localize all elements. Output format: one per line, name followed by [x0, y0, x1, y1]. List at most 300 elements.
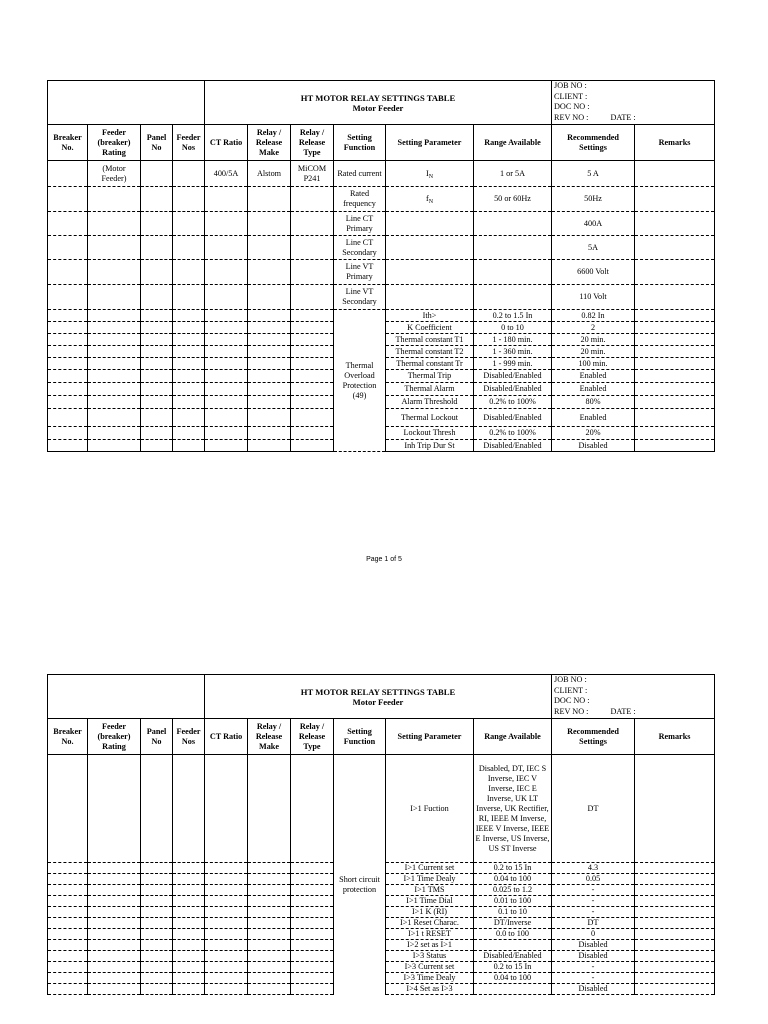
cell	[88, 383, 141, 396]
remarks-cell	[635, 907, 715, 918]
range-cell: Disabled/Enabled	[474, 440, 552, 452]
range-cell: 0.0 to 100	[474, 929, 552, 940]
remarks-cell	[635, 427, 715, 440]
function-cell-blank	[334, 755, 386, 863]
cell	[291, 187, 334, 212]
cell	[141, 187, 173, 212]
range-cell: 0.1 to 10	[474, 907, 552, 918]
range-cell: 1 - 180 min.	[474, 334, 552, 346]
page-number: Page 1 of 5	[366, 556, 402, 563]
cell	[248, 962, 291, 973]
col-remarks: Remarks	[635, 719, 715, 755]
cell	[88, 370, 141, 383]
document-info-block	[552, 675, 715, 719]
cell	[291, 951, 334, 962]
cell	[88, 929, 141, 940]
col-panel-no: Panel No	[141, 719, 173, 755]
cell	[88, 885, 141, 896]
cell	[141, 396, 173, 409]
cell	[248, 370, 291, 383]
cell	[291, 310, 334, 322]
range-cell	[474, 285, 552, 310]
doc-no: DOC NO :	[554, 102, 590, 112]
cell	[88, 396, 141, 409]
cell	[291, 358, 334, 370]
function-cell: Line CT Secondary	[334, 236, 386, 260]
rev-date-line	[554, 707, 714, 718]
cell	[141, 346, 173, 358]
table-row	[48, 260, 715, 285]
parameter-cell: I>1 Time Dial	[386, 896, 474, 907]
cell	[248, 396, 291, 409]
cell	[205, 951, 248, 962]
col-setting-parameter: Setting Parameter	[386, 125, 474, 161]
function-cell: Line CT Primary	[334, 212, 386, 236]
cell	[141, 358, 173, 370]
table-title: HT MOTOR RELAY SETTINGS TABLE	[300, 92, 456, 103]
remarks-cell	[635, 212, 715, 236]
cell	[205, 212, 248, 236]
cell	[248, 187, 291, 212]
cell	[248, 940, 291, 951]
cell	[291, 440, 334, 452]
cell	[48, 358, 88, 370]
remarks-cell	[635, 874, 715, 885]
cell	[141, 383, 173, 396]
cell	[205, 440, 248, 452]
cell	[88, 755, 141, 863]
short-circuit-function-cell: Short circuit protection	[334, 863, 386, 995]
recommended-cell: 0.82 In	[552, 310, 635, 322]
recommended-cell: 0.05	[552, 874, 635, 885]
range-cell	[474, 260, 552, 285]
cell	[48, 310, 88, 322]
function-cell: Rated current	[334, 161, 386, 187]
relay-type-cell: MiCOM P241	[291, 161, 334, 187]
col-setting-parameter: Setting Parameter	[386, 719, 474, 755]
remarks-cell	[635, 863, 715, 874]
range-cell: 0.01 to 100	[474, 896, 552, 907]
recommended-cell: 5A	[552, 236, 635, 260]
cell	[291, 929, 334, 940]
cell	[88, 896, 141, 907]
col-remarks: Remarks	[635, 125, 715, 161]
cell	[291, 396, 334, 409]
parameter-cell: I>1 Time Dealy	[386, 874, 474, 885]
col-breaker-no: Breaker No.	[48, 125, 88, 161]
col-feeder-rating: Feeder (breaker) Rating	[88, 719, 141, 755]
remarks-cell	[635, 885, 715, 896]
col-breaker-no: Breaker No.	[48, 719, 88, 755]
recommended-cell: Disabled	[552, 440, 635, 452]
remarks-cell	[635, 370, 715, 383]
cell	[291, 863, 334, 874]
cell	[173, 409, 205, 427]
cell	[173, 396, 205, 409]
cell	[48, 236, 88, 260]
title-row	[48, 675, 715, 719]
remarks-cell	[635, 346, 715, 358]
cell	[141, 236, 173, 260]
cell	[88, 285, 141, 310]
cell	[141, 427, 173, 440]
cell	[88, 346, 141, 358]
cell	[88, 918, 141, 929]
range-cell: Disabled, DT, IEC S Inverse, IEC V Inverse, IEC E Inverse, UK LT Inverse, UK Rectifier, RI, IEEE M Inverse, IEEE V Inverse, IEEE E Inverse, US Inverse, US ST Inverse	[474, 755, 552, 863]
remarks-cell	[635, 236, 715, 260]
range-cell: Disabled/Enabled	[474, 383, 552, 396]
cell	[205, 863, 248, 874]
table-subtitle: Motor Feeder	[352, 102, 404, 113]
cell	[291, 896, 334, 907]
cell	[88, 260, 141, 285]
range-cell: 1 - 360 min.	[474, 346, 552, 358]
range-cell: 1 - 999 min.	[474, 358, 552, 370]
cell	[48, 260, 88, 285]
table-row	[48, 161, 715, 187]
col-recommended: Recommended Settings	[552, 719, 635, 755]
function-cell: Line VT Primary	[334, 260, 386, 285]
cell	[48, 962, 88, 973]
range-cell: Disabled/Enabled	[474, 370, 552, 383]
cell	[248, 427, 291, 440]
cell	[173, 929, 205, 940]
range-cell: 0.2 to 1.5 In	[474, 310, 552, 322]
cell	[173, 212, 205, 236]
cell	[88, 907, 141, 918]
cell	[173, 427, 205, 440]
cell	[48, 863, 88, 874]
remarks-cell	[635, 951, 715, 962]
table-row	[48, 755, 715, 863]
recommended-cell: -	[552, 962, 635, 973]
cell	[88, 973, 141, 984]
cell	[48, 409, 88, 427]
cell	[205, 383, 248, 396]
cell	[248, 440, 291, 452]
col-relay-make: Relay / Release Make	[248, 719, 291, 755]
cell	[141, 940, 173, 951]
cell	[291, 885, 334, 896]
parameter-cell	[386, 260, 474, 285]
cell	[141, 962, 173, 973]
cell	[248, 236, 291, 260]
cell	[248, 285, 291, 310]
cell	[173, 440, 205, 452]
cell	[173, 984, 205, 995]
cell	[205, 236, 248, 260]
col-relay-type: Relay / Release Type	[291, 719, 334, 755]
cell	[48, 370, 88, 383]
cell	[88, 874, 141, 885]
recommended-cell: DT	[552, 918, 635, 929]
recommended-cell: 6600 Volt	[552, 260, 635, 285]
remarks-cell	[635, 260, 715, 285]
cell	[88, 322, 141, 334]
recommended-cell: 2	[552, 322, 635, 334]
range-cell: 0.025 to 1.2	[474, 885, 552, 896]
range-cell: 0.2 to 15 In	[474, 863, 552, 874]
col-feeder-nos: Feeder Nos	[173, 125, 205, 161]
cell	[48, 973, 88, 984]
cell	[88, 962, 141, 973]
cell	[173, 973, 205, 984]
parameter-cell: Alarm Threshold	[386, 396, 474, 409]
cell	[205, 310, 248, 322]
cell	[291, 322, 334, 334]
cell	[88, 358, 141, 370]
cell	[173, 310, 205, 322]
cell	[48, 285, 88, 310]
cell	[141, 874, 173, 885]
cell	[248, 334, 291, 346]
parameter-cell: I>1 Current set	[386, 863, 474, 874]
cell	[248, 907, 291, 918]
recommended-cell: 400A	[552, 212, 635, 236]
title-blank-cell	[48, 81, 205, 125]
parameter-cell: I>1 Fuction	[386, 755, 474, 863]
cell	[48, 346, 88, 358]
recommended-cell: 20%	[552, 427, 635, 440]
cell	[88, 951, 141, 962]
cell	[141, 951, 173, 962]
cell	[173, 370, 205, 383]
cell	[205, 322, 248, 334]
cell	[48, 396, 88, 409]
remarks-cell	[635, 929, 715, 940]
cell	[173, 285, 205, 310]
cell	[141, 212, 173, 236]
table-row	[48, 187, 715, 212]
job-no: JOB NO :	[554, 675, 587, 684]
range-cell: DT/Inverse	[474, 918, 552, 929]
col-feeder-rating: Feeder (breaker) Rating	[88, 125, 141, 161]
remarks-cell	[635, 285, 715, 310]
parameter-cell: Inh Trip Dur St	[386, 440, 474, 452]
cell	[173, 322, 205, 334]
cell	[141, 310, 173, 322]
range-cell: Disabled/Enabled	[474, 951, 552, 962]
table-subtitle: Motor Feeder	[352, 696, 404, 707]
date: DATE :	[610, 706, 636, 716]
recommended-cell: 20 min.	[552, 334, 635, 346]
cell	[48, 755, 88, 863]
cell	[205, 334, 248, 346]
cell	[248, 212, 291, 236]
remarks-cell	[635, 310, 715, 322]
remarks-cell	[635, 973, 715, 984]
col-ct-ratio: CT Ratio	[205, 125, 248, 161]
cell	[141, 896, 173, 907]
cell	[141, 440, 173, 452]
relay-settings-table	[47, 80, 715, 452]
cell	[88, 984, 141, 995]
parameter-cell: I>2 set as I>1	[386, 940, 474, 951]
column-header-row	[48, 719, 715, 755]
cell	[248, 310, 291, 322]
cell	[48, 383, 88, 396]
cell	[173, 907, 205, 918]
cell	[291, 236, 334, 260]
cell	[205, 409, 248, 427]
cell	[205, 427, 248, 440]
col-panel-no: Panel No	[141, 125, 173, 161]
parameter-cell: I>1 t RESET	[386, 929, 474, 940]
recommended-cell: -	[552, 973, 635, 984]
cell	[88, 212, 141, 236]
cell	[205, 973, 248, 984]
range-cell: Disabled/Enabled	[474, 409, 552, 427]
parameter-cell: I>4 Set as I>3	[386, 984, 474, 995]
cell	[291, 984, 334, 995]
col-feeder-nos: Feeder Nos	[173, 719, 205, 755]
cell	[248, 409, 291, 427]
remarks-cell	[635, 896, 715, 907]
cell	[291, 874, 334, 885]
cell	[48, 984, 88, 995]
cell	[291, 383, 334, 396]
cell	[291, 973, 334, 984]
recommended-cell: Enabled	[552, 409, 635, 427]
cell	[205, 896, 248, 907]
remarks-cell	[635, 358, 715, 370]
function-cell: Rated frequency	[334, 187, 386, 212]
recommended-cell: 110 Volt	[552, 285, 635, 310]
cell	[173, 951, 205, 962]
parameter-cell: I>1 TMS	[386, 885, 474, 896]
parameter-cell: Lockout Thresh	[386, 427, 474, 440]
column-header-row	[48, 125, 715, 161]
rev-date-line	[554, 113, 714, 124]
cell	[141, 322, 173, 334]
cell	[248, 918, 291, 929]
cell	[205, 962, 248, 973]
cell	[291, 370, 334, 383]
cell	[48, 885, 88, 896]
cell	[291, 285, 334, 310]
cell	[48, 212, 88, 236]
range-cell: 0.2% to 100%	[474, 427, 552, 440]
cell	[48, 440, 88, 452]
cell	[205, 260, 248, 285]
settings-table-page-1	[47, 80, 714, 452]
cell	[205, 984, 248, 995]
parameter-cell: Thermal constant T2	[386, 346, 474, 358]
client: CLIENT :	[554, 685, 588, 695]
cell	[141, 929, 173, 940]
cell	[248, 260, 291, 285]
cell	[141, 370, 173, 383]
col-setting-function: Setting Function	[334, 125, 386, 161]
parameter-cell: Thermal constant T1	[386, 334, 474, 346]
parameter-cell: K Coefficient	[386, 322, 474, 334]
range-cell: 0.2 to 15 In	[474, 962, 552, 973]
remarks-cell	[635, 334, 715, 346]
document-info-block	[552, 81, 715, 125]
parameter-cell: Ith>	[386, 310, 474, 322]
cell	[291, 940, 334, 951]
cell	[48, 940, 88, 951]
cell	[88, 334, 141, 346]
table-title: HT MOTOR RELAY SETTINGS TABLE	[300, 686, 456, 697]
cell	[291, 260, 334, 285]
cell	[173, 383, 205, 396]
cell	[88, 187, 141, 212]
cell	[248, 383, 291, 396]
cell	[248, 896, 291, 907]
cell	[205, 755, 248, 863]
recommended-cell: 4.3	[552, 863, 635, 874]
cell	[173, 918, 205, 929]
range-cell: 1 or 5A	[474, 161, 552, 187]
cell	[141, 161, 173, 187]
cell	[141, 885, 173, 896]
cell	[205, 918, 248, 929]
cell	[173, 885, 205, 896]
recommended-cell: -	[552, 896, 635, 907]
cell	[291, 334, 334, 346]
recommended-cell: Disabled	[552, 940, 635, 951]
col-relay-make: Relay / Release Make	[248, 125, 291, 161]
cell	[291, 907, 334, 918]
cell	[248, 863, 291, 874]
recommended-cell: Disabled	[552, 951, 635, 962]
recommended-cell: 100 min.	[552, 358, 635, 370]
parameter-cell	[386, 236, 474, 260]
cell	[48, 929, 88, 940]
recommended-cell: Enabled	[552, 383, 635, 396]
title-row	[48, 81, 715, 125]
recommended-cell: -	[552, 907, 635, 918]
col-recommended: Recommended Settings	[552, 125, 635, 161]
parameter-cell: I>1 Reset Charac.	[386, 918, 474, 929]
table-row	[48, 212, 715, 236]
cell	[248, 322, 291, 334]
cell	[248, 984, 291, 995]
recommended-cell: 5 A	[552, 161, 635, 187]
ct-ratio-cell: 400/5A	[205, 161, 248, 187]
remarks-cell	[635, 409, 715, 427]
cell	[141, 285, 173, 310]
cell	[205, 874, 248, 885]
table-title-cell	[205, 675, 552, 719]
parameter-cell: I>3 Current set	[386, 962, 474, 973]
settings-table-page-2	[47, 674, 714, 995]
cell	[205, 396, 248, 409]
cell	[141, 755, 173, 863]
feeder-rating-cell: (Motor Feeder)	[88, 161, 141, 187]
remarks-cell	[635, 940, 715, 951]
cell	[291, 918, 334, 929]
job-no: JOB NO :	[554, 81, 587, 90]
table-title-cell	[205, 81, 552, 125]
cell	[291, 755, 334, 863]
cell	[141, 973, 173, 984]
cell	[248, 874, 291, 885]
table-row	[48, 285, 715, 310]
cell	[248, 973, 291, 984]
range-cell: 0 to 10	[474, 322, 552, 334]
cell	[173, 346, 205, 358]
cell	[248, 358, 291, 370]
cell	[88, 940, 141, 951]
range-cell	[474, 984, 552, 995]
cell	[48, 187, 88, 212]
cell	[173, 161, 205, 187]
relay-settings-table	[47, 674, 715, 995]
col-range-available: Range Available	[474, 719, 552, 755]
cell	[141, 907, 173, 918]
